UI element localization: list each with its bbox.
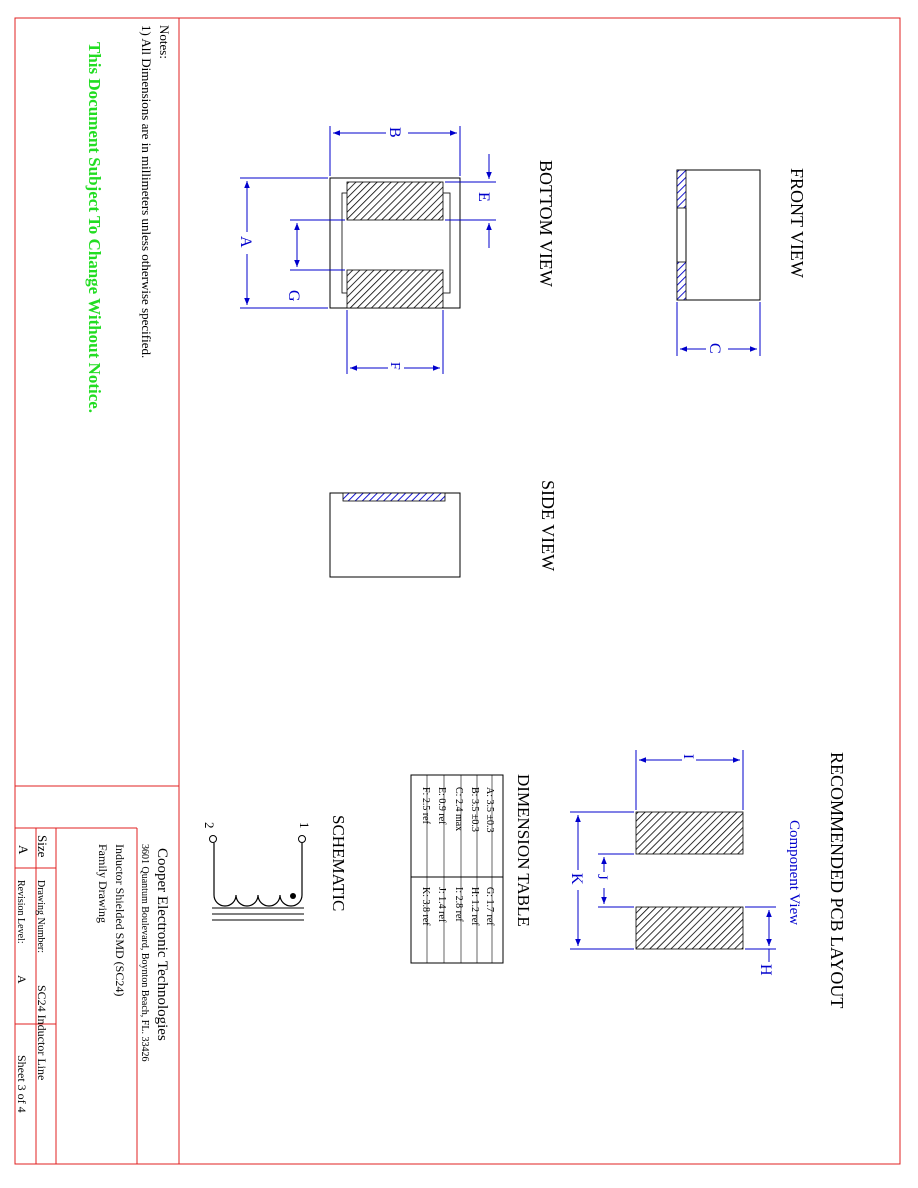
table-cell-i: I: 2.8 ref [453, 887, 464, 922]
notes-line-1: 1) All Dimensions are in millimeters unless otherwise specified. [139, 25, 154, 359]
dimension-c-label: C [706, 343, 723, 354]
notes [85, 25, 172, 413]
table-cell-j: J: 1.4 ref [436, 887, 447, 923]
dimension-j [594, 854, 634, 907]
pcb-layout [568, 750, 847, 1008]
revision-label: Revision Level: [15, 880, 26, 944]
dimension-b-label: B [386, 127, 403, 138]
dimension-f [347, 310, 443, 375]
dimension-c [677, 302, 760, 356]
dimension-h-label: H [757, 964, 774, 976]
pcb-pad-2 [636, 907, 743, 949]
side-view [330, 480, 558, 577]
dimension-h [745, 907, 776, 976]
table-cell-e: E: 0.9 ref [436, 787, 447, 825]
inductor-coil [214, 843, 302, 906]
component-view-label: Component View [786, 820, 802, 926]
dimension-table-title: DIMENSION TABLE [514, 774, 533, 927]
revision-value: A [15, 975, 29, 984]
table-cell-h: H: 1.2 ref [469, 887, 480, 926]
company-name: Cooper Electronic Technologies [154, 848, 170, 1041]
bottom-view-title: BOTTOM VIEW [536, 160, 556, 287]
table-cell-b: B: 3.5 ±0.3 [469, 787, 480, 832]
side-view-terminal [343, 493, 445, 501]
dimension-j-label: J [594, 874, 610, 880]
pin-2-label: 2 [202, 822, 217, 829]
dimension-f-label: F [387, 362, 402, 370]
side-view-body [330, 493, 460, 577]
dimension-a [237, 178, 328, 308]
front-view-terminal-top [677, 170, 686, 208]
pcb-pad-1 [636, 812, 743, 854]
table-cell-f: F: 2.5 ref [420, 787, 431, 824]
drawing-number-label: Drawing Number: [35, 880, 46, 954]
product-name: Inductor Shielded SMD (SC24) [113, 844, 127, 997]
bottom-view-pad-top [347, 182, 443, 220]
polarity-dot [290, 893, 296, 899]
schematic-title: SCHEMATIC [329, 815, 348, 912]
dimension-i [636, 750, 743, 810]
document-type: Family Drawing [96, 844, 110, 923]
schematic [202, 815, 348, 920]
dimension-g-label: G [285, 290, 302, 302]
size-value: A [16, 845, 31, 855]
table-cell-a: A: 3.5 ±0.3 [484, 787, 495, 833]
pin-1-terminal [299, 836, 306, 843]
front-view-terminal-bottom [677, 262, 686, 300]
table-cell-g: G: 1.7 ref [484, 887, 495, 926]
dimension-i-label: I [680, 754, 696, 759]
front-view-body [677, 170, 760, 300]
dimension-table [411, 774, 533, 963]
dimension-a-label: A [237, 236, 254, 248]
table-cell-k: K: 3.8 ref [420, 887, 431, 926]
sheet-number: Sheet 3 of 4 [15, 1055, 29, 1113]
front-view-title: FRONT VIEW [787, 168, 807, 278]
size-label: Size [35, 835, 50, 858]
title-block [15, 835, 170, 1113]
bottom-view [237, 126, 556, 375]
dimension-e-label: E [475, 192, 492, 202]
front-view [677, 168, 807, 356]
bottom-view-pad-bottom [347, 270, 443, 308]
drawing-number: SC24 Inductor Line [35, 985, 49, 1081]
pcb-layout-title: RECOMMENDED PCB LAYOUT [827, 752, 847, 1009]
change-notice: This Document Subject To Change Without Notice. [85, 42, 104, 414]
dimension-k-label: K [568, 873, 585, 885]
dimension-b [330, 126, 460, 176]
notes-heading: Notes: [157, 25, 172, 59]
pin-1-label: 1 [297, 822, 312, 829]
side-view-title: SIDE VIEW [538, 480, 558, 572]
company-address: 3601 Quantum Boulevard, Boynton Beach, FL. 33426 [139, 844, 150, 1062]
table-cell-c: C: 2.4 max [453, 787, 464, 832]
pin-2-terminal [210, 836, 217, 843]
